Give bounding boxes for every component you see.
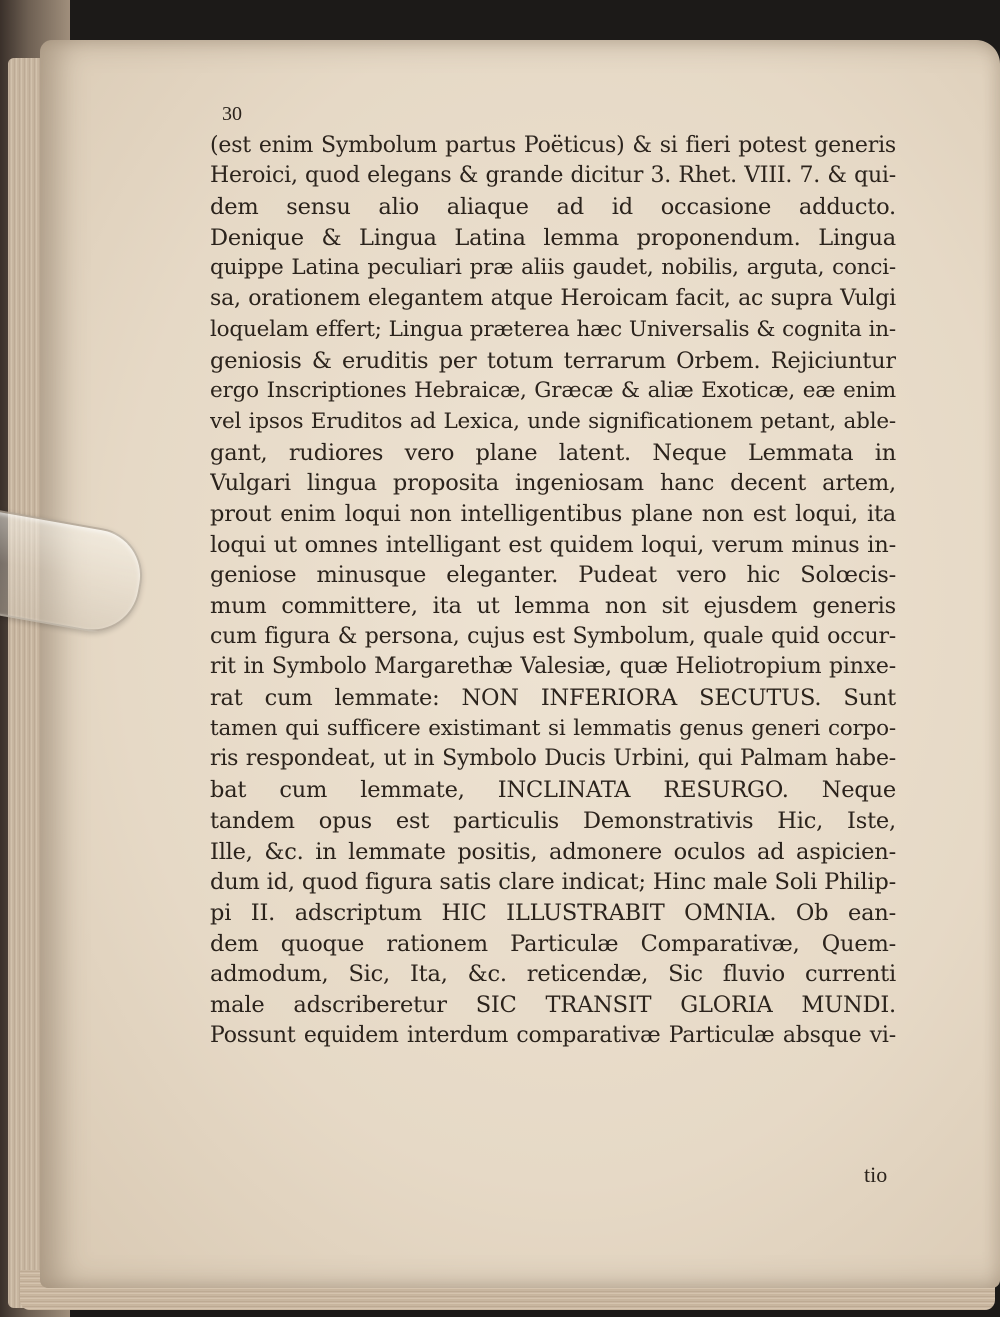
text-line: Possunt equidem interdum comparativæ Particulæ absque vi- [210,1022,896,1048]
text-line: rit in Symbolo Margarethæ Valesiæ, quæ Heliotropium pinxe- [210,654,896,680]
text-line: dem quoque rationem Particulæ Comparativæ, Quem- [210,930,896,957]
text-line: tandem opus est particulis Demonstrativis Hic, Iste, [210,807,896,834]
body-text [210,100,910,1210]
text-line: cum figura & persona, cujus est Symbolum, quale quid occur- [210,623,896,649]
text-line: prout enim loqui non intelligentibus plane non est loqui, ita [210,500,896,527]
text-line: loquelam effert; Lingua præterea hæc Universalis & cognita in- [210,316,896,342]
text-line: ergo Inscriptiones Hebraicæ, Græcæ & aliæ Exoticæ, eæ enim [210,378,896,404]
text-line: dem sensu alio aliaque ad id occasione adducto. [210,194,896,221]
text-line: gant, rudiores vero plane latent. Neque Lemmata in [210,439,896,466]
text-line: geniose minusque eleganter. Pudeat vero hic Solœcis- [210,562,896,589]
text-line: mum committere, ita ut lemma non sit ejusdem generis [210,593,896,619]
text-line: (est enim Symbolum partus Poëticus) & si fieri potest generis [210,132,896,158]
text-line: pi II. adscriptum HIC ILLUSTRABIT OMNIA. Ob ean- [210,899,896,926]
text-line: Ille, &c. in lemmate positis, admonere oculos ad aspicien- [210,838,896,865]
text-line: admodum, Sic, Ita, &c. reticendæ, Sic fluvio currenti [210,961,896,988]
text-line: Heroici, quod elegans & grande dicitur 3. Rhet. VIII. 7. & qui- [210,163,896,189]
text-line: vel ipsos Eruditos ad Lexica, unde significationem petant, able- [210,408,896,434]
text-line: quippe Latina peculiari præ aliis gaudet, nobilis, arguta, conci- [210,255,896,281]
text-line: rat cum lemmate: NON INFERIORA SECUTUS. Sunt [210,685,896,712]
text-line: dum id, quod figura satis clare indicat; Hinc male Soli Philip- [210,869,896,896]
text-line: Denique & Lingua Latina lemma proponendum. Lingua [210,224,896,251]
text-line: ris respondeat, ut in Symbolo Ducis Urbini, qui Palmam habe- [210,746,896,772]
text-line: sa, orationem elegantem atque Heroicam facit, ac supra Vulgi [210,286,896,312]
page-number: 30 [222,103,242,125]
text-line: tamen qui sufficere existimant si lemmatis genus generi corpo- [210,715,896,741]
catchword: tio [864,1162,888,1187]
text-line: Vulgari lingua proposita ingeniosam hanc decent artem, [210,470,896,497]
text-line: geniosis & eruditis per totum terrarum Orbem. Rejiciuntur [210,347,896,374]
text-line: bat cum lemmate, INCLINATA RESURGO. Neque [210,777,896,804]
text-line: loqui ut omnes intelligant est quidem loqui, verum minus in- [210,531,896,558]
text-line: male adscriberetur SIC TRANSIT GLORIA MUNDI. [210,991,896,1018]
